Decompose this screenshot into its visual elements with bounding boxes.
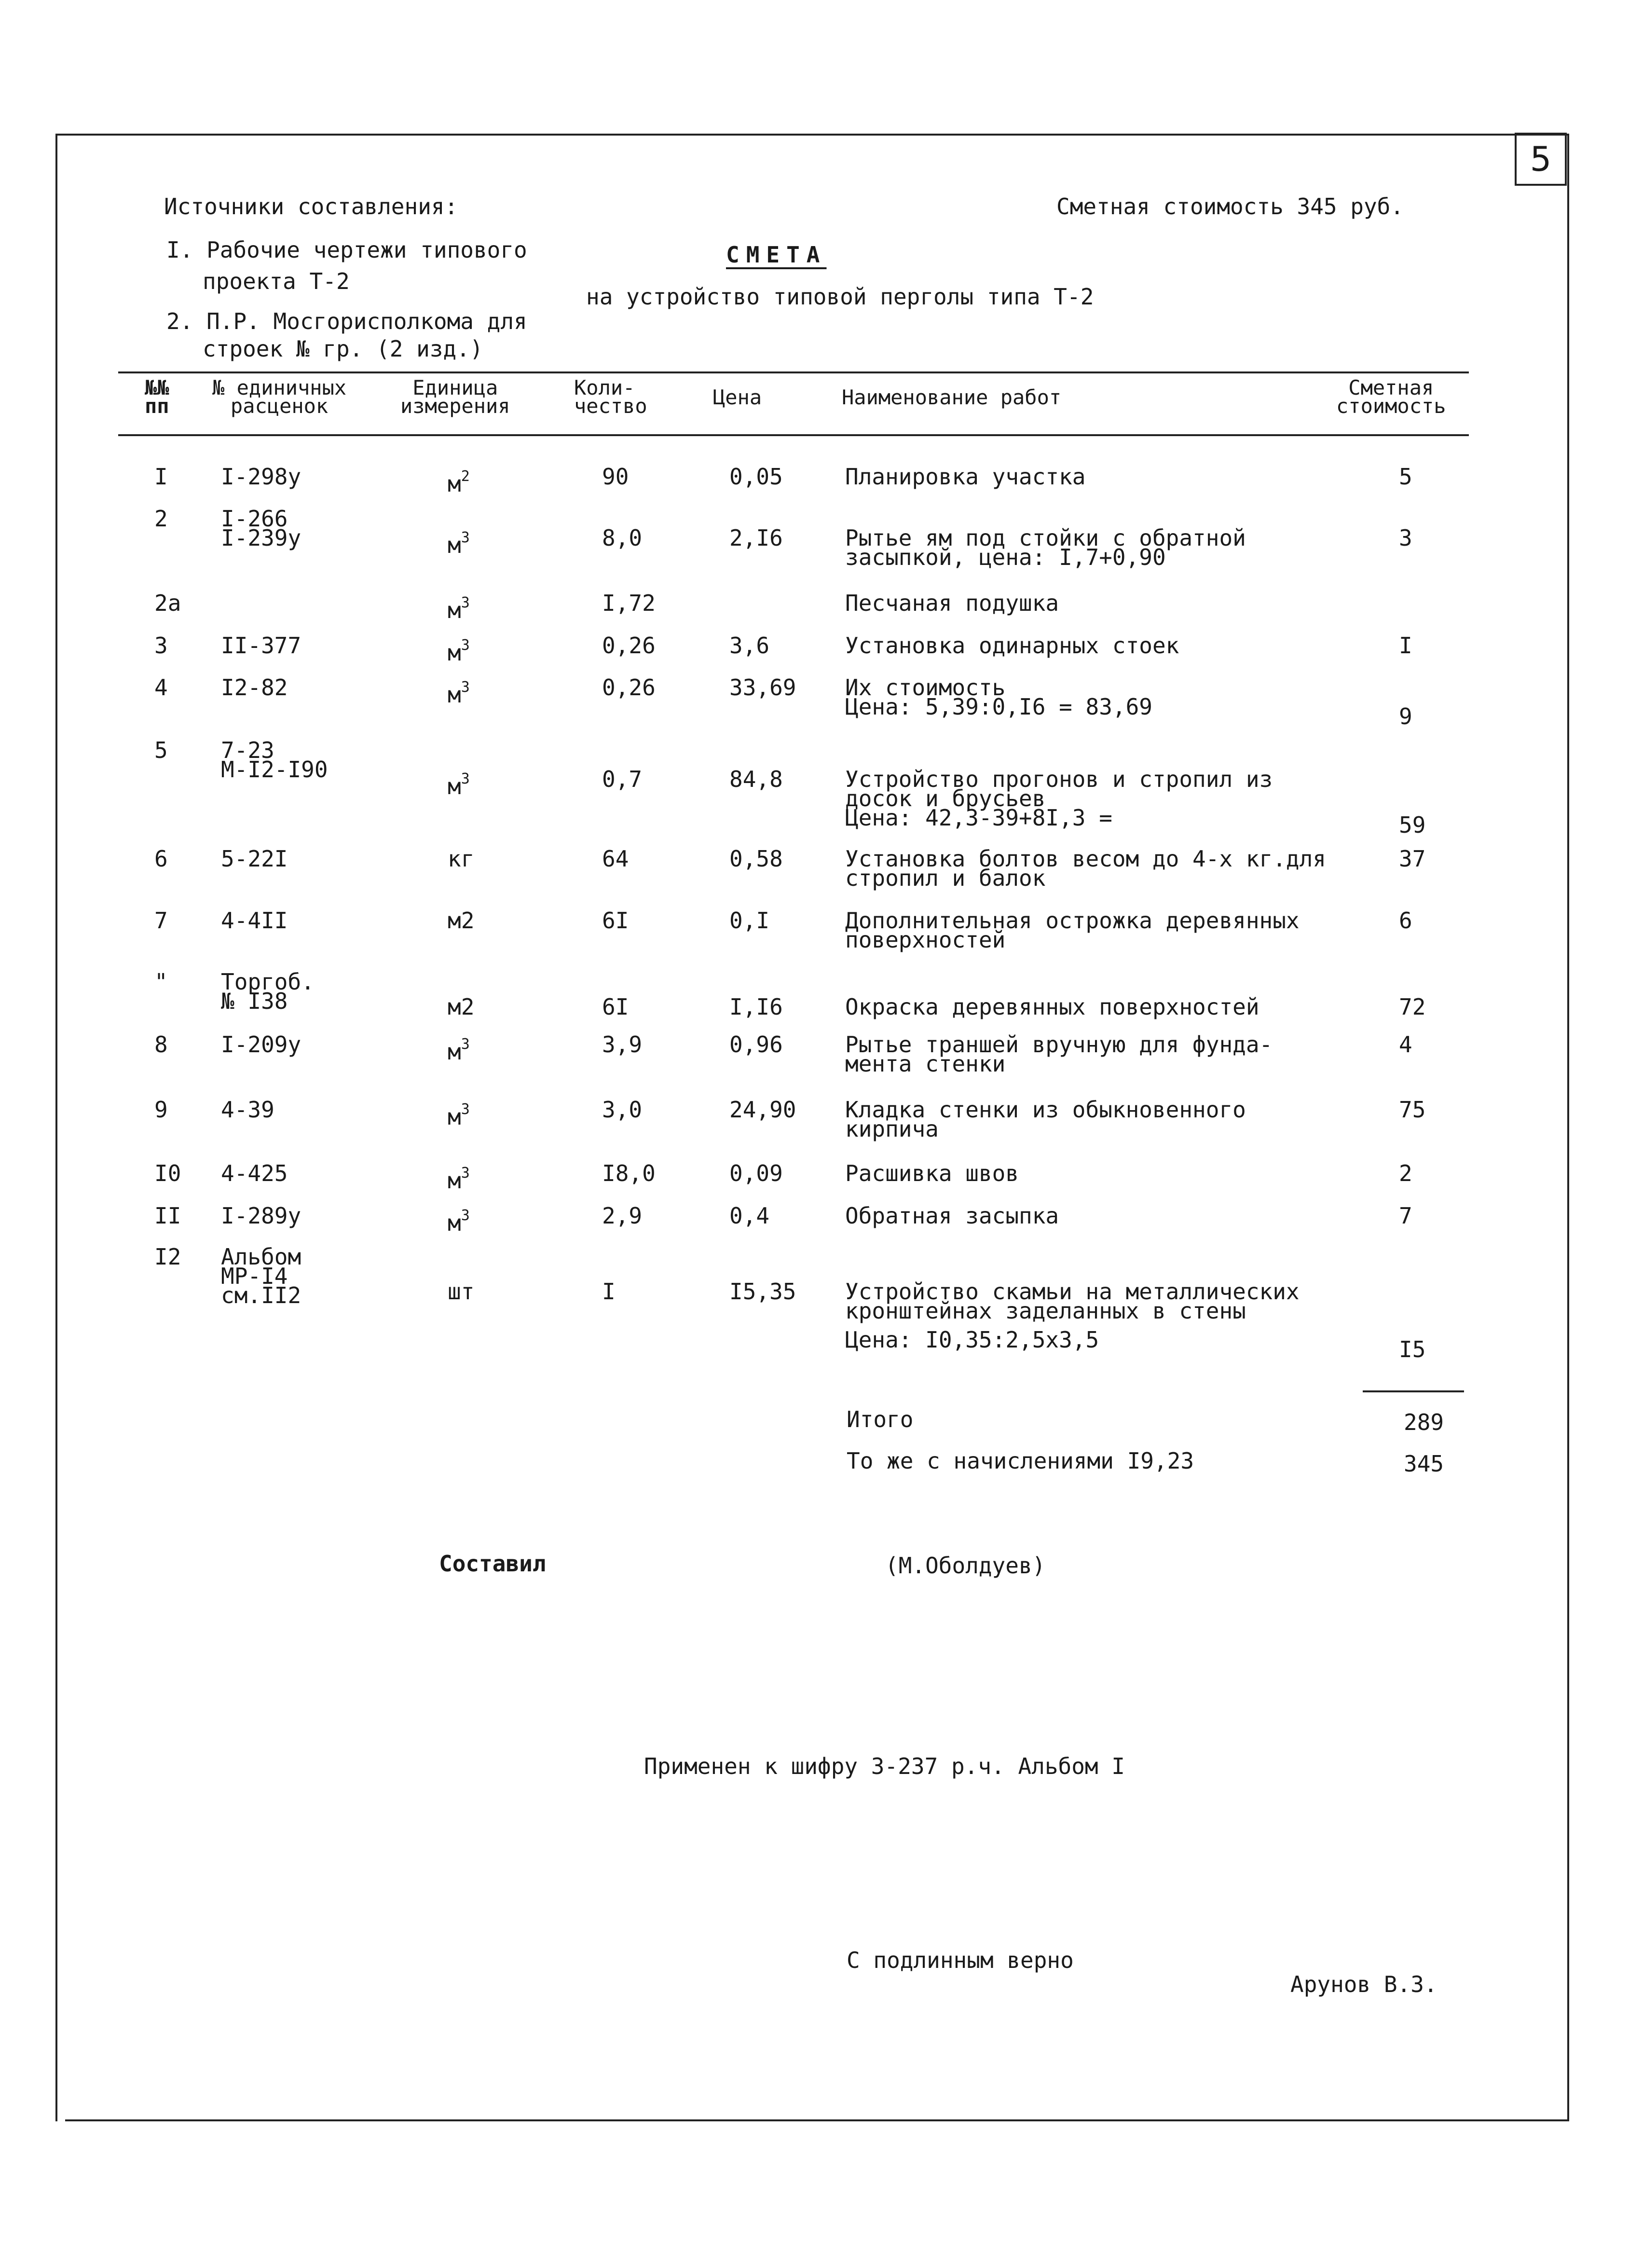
header-rate: № единичных расценок — [212, 376, 347, 418]
total-value: 289 — [1404, 1409, 1444, 1435]
row-qty: 0,26 — [602, 674, 656, 701]
row-rate: Торгоб. № I38 — [221, 969, 315, 1014]
row-rate: 7-23 М-I2-I90 — [221, 737, 328, 783]
row-name: Обратная засыпка — [845, 1203, 1059, 1229]
applied-note: Применен к шифру 3-237 р.ч. Альбом I — [644, 1753, 1125, 1779]
row-name: Устройство скамьи на металлических кронштейнах заделанных в стены — [845, 1278, 1300, 1324]
row-unit-text: м — [448, 1104, 461, 1130]
row-num: " — [154, 969, 168, 995]
row-num: II — [154, 1203, 181, 1229]
row-cost: 4 — [1399, 1031, 1412, 1058]
document-subtitle: на устройство типовой перголы типа Т-2 — [586, 284, 1094, 310]
row-name: Их стоимость Цена: 5,39:0,I6 = 83,69 — [845, 674, 1152, 720]
row-unit-text: м2 — [448, 907, 475, 934]
row-unit — [448, 907, 475, 934]
row-name: Дополнительная острожка деревянных поверхностей — [845, 907, 1300, 953]
row-price: 3,6 — [729, 632, 770, 659]
row-unit-text: м — [448, 532, 461, 558]
source-item-2-line-1: 2. П.Р. Мосгорисполкома для — [166, 308, 527, 334]
page-frame — [55, 134, 1569, 2121]
row-qty: 90 — [602, 464, 629, 490]
row-unit-power: 3 — [461, 637, 470, 654]
row-unit-power: 3 — [461, 1165, 470, 1182]
row-name: Устройство прогонов и стропил из досок и брусьев Цена: 42,3-39+8I,3 = — [845, 766, 1273, 831]
row-num: 2 — [154, 506, 168, 532]
row-unit — [448, 1206, 470, 1236]
row-cost: 9 — [1399, 703, 1412, 729]
row-num: I — [154, 464, 168, 490]
row-unit-power: 3 — [461, 594, 470, 611]
row-unit — [448, 1164, 470, 1194]
header-num: №№ пп — [145, 376, 169, 418]
row-price: 0,58 — [729, 846, 783, 872]
row-unit — [448, 846, 475, 872]
row-qty: I8,0 — [602, 1160, 656, 1186]
row-unit-text: м — [448, 471, 461, 497]
row-qty: 0,7 — [602, 766, 643, 792]
header-cost: Сметная стоимость — [1336, 376, 1446, 418]
row-num: 4 — [154, 674, 168, 701]
row-rate: I-298у — [221, 464, 301, 490]
row-num: 2а — [154, 590, 181, 616]
row-unit — [448, 1100, 470, 1130]
row-unit — [448, 994, 475, 1020]
row-unit — [448, 636, 470, 666]
row-qty: 8,0 — [602, 525, 643, 551]
row-unit-power: 3 — [461, 1036, 470, 1053]
row-qty: 0,26 — [602, 632, 656, 659]
row-unit-text: м — [448, 597, 461, 623]
row-cost: 3 — [1399, 525, 1412, 551]
row-cost: 2 — [1399, 1160, 1412, 1186]
row-cost: 5 — [1399, 464, 1412, 490]
row-unit-power: 3 — [461, 679, 470, 696]
row-cost: 72 — [1399, 994, 1426, 1020]
row-qty: I,72 — [602, 590, 656, 616]
row-unit — [448, 1035, 470, 1065]
table-top-rule — [118, 371, 1469, 373]
total-rule — [1363, 1390, 1464, 1392]
row-unit — [448, 593, 470, 623]
row-name: Расшивка швов — [845, 1160, 1019, 1186]
row-price: 0,I — [729, 907, 770, 934]
header-name: Наименование работ — [842, 385, 1062, 409]
row-price: I,I6 — [729, 994, 783, 1020]
row-num: 8 — [154, 1031, 168, 1058]
row-unit-power: 2 — [461, 468, 470, 485]
table-header-rule — [118, 434, 1469, 436]
header-qty: Коли- чество — [574, 376, 647, 418]
row-name: Рытье ям под стойки с обратной засыпкой, цена: I,7+0,90 — [845, 525, 1246, 570]
row-rate: I2-82 — [221, 674, 288, 701]
row-unit-text: шт — [448, 1278, 475, 1305]
row-num: 6 — [154, 846, 168, 872]
row-price: 33,69 — [729, 674, 796, 701]
row-rate: 4-425 — [221, 1160, 288, 1186]
row-price: 84,8 — [729, 766, 783, 792]
row-name: Рытье траншей вручную для фунда- мента стенки — [845, 1031, 1273, 1077]
row-unit-text: м — [448, 640, 461, 666]
source-item-1-line-2: проекта Т-2 — [203, 268, 350, 294]
row-qty: 2,9 — [602, 1203, 643, 1229]
row-unit — [448, 467, 470, 497]
with-charges-value: 345 — [1404, 1451, 1444, 1477]
row-name: Планировка участка — [845, 464, 1086, 490]
estimated-cost: Сметная стоимость 345 руб. — [1056, 193, 1404, 220]
row-price: 0,09 — [729, 1160, 783, 1186]
row-qty: 3,0 — [602, 1097, 643, 1123]
row-cost: I5 — [1399, 1336, 1426, 1362]
row-price: 0,96 — [729, 1031, 783, 1058]
compiled-label: Составил — [439, 1551, 546, 1577]
row-unit — [448, 678, 470, 708]
row-cost: I — [1399, 632, 1412, 659]
row-price: 24,90 — [729, 1097, 796, 1123]
row-unit — [448, 1278, 475, 1305]
sources-heading: Источники составления: — [164, 193, 458, 220]
row-num: 9 — [154, 1097, 168, 1123]
row-unit-text: м — [448, 773, 461, 799]
row-rate: I-289у — [221, 1203, 301, 1229]
row-rate: II-377 — [221, 632, 301, 659]
row-unit-power: 3 — [461, 1207, 470, 1224]
row-unit-power: 3 — [461, 1101, 470, 1118]
row-num: 5 — [154, 737, 168, 763]
row-rate: 5-22I — [221, 846, 288, 872]
row-cost: 37 — [1399, 846, 1426, 872]
document-title: СМЕТА — [726, 242, 827, 268]
row-unit-text: кг — [448, 846, 475, 872]
row-unit-text: м — [448, 1039, 461, 1065]
source-item-2-line-2: строек № гр. (2 изд.) — [203, 336, 483, 362]
with-charges-label: То же с начислениями I9,23 — [847, 1448, 1194, 1474]
row-name: Окраска деревянных поверхностей — [845, 994, 1259, 1020]
row-rate: 4-39 — [221, 1097, 274, 1123]
page-number: 5 — [1515, 133, 1567, 186]
row-num: 7 — [154, 907, 168, 934]
row-qty: I — [602, 1278, 616, 1305]
row-num: 3 — [154, 632, 168, 659]
row-name: Кладка стенки из обыкновенного кирпича — [845, 1097, 1246, 1142]
header-unit: Единица измерения — [400, 376, 510, 418]
row-name-extra: Цена: I0,35:2,5х3,5 — [845, 1327, 1099, 1353]
total-label: Итого — [847, 1406, 914, 1432]
row-rate: I-266 I-239у — [221, 506, 301, 551]
row-cost: 75 — [1399, 1097, 1426, 1123]
row-unit-power: 3 — [461, 770, 470, 787]
row-cost: 6 — [1399, 907, 1412, 934]
row-qty: 64 — [602, 846, 629, 872]
row-num: I2 — [154, 1244, 181, 1270]
row-qty: 3,9 — [602, 1031, 643, 1058]
row-cost: 59 — [1399, 812, 1426, 838]
row-rate: Альбом МР-I4 см.II2 — [221, 1244, 301, 1308]
row-unit-text: м — [448, 1210, 461, 1236]
row-num: I0 — [154, 1160, 181, 1186]
row-qty: 6I — [602, 994, 629, 1020]
row-unit-text: м — [448, 682, 461, 708]
row-unit-text: м — [448, 1168, 461, 1194]
row-price: 0,05 — [729, 464, 783, 490]
row-cost: 7 — [1399, 1203, 1412, 1229]
row-unit-text: м2 — [448, 994, 475, 1020]
row-name: Установка болтов весом до 4-х кг.для стропил и балок — [845, 846, 1326, 891]
row-unit-power: 3 — [461, 529, 470, 546]
row-price: I5,35 — [729, 1278, 796, 1305]
row-unit — [448, 528, 470, 558]
row-price: 0,4 — [729, 1203, 770, 1229]
compiled-name: (М.Оболдуев) — [885, 1553, 1046, 1579]
row-rate: I-209у — [221, 1031, 301, 1058]
header-price: Цена — [713, 385, 762, 409]
row-name: Песчаная подушка — [845, 590, 1059, 616]
row-name: Установка одинарных стоек — [845, 632, 1179, 659]
source-item-1-line-1: I. Рабочие чертежи типового — [166, 237, 527, 263]
certified-note: С подлинным верно — [847, 1947, 1074, 1973]
row-price: 2,I6 — [729, 525, 783, 551]
row-unit — [448, 770, 470, 799]
row-qty: 6I — [602, 907, 629, 934]
row-rate: 4-4II — [221, 907, 288, 934]
signer-name: Арунов В.З. — [1290, 1971, 1437, 1997]
